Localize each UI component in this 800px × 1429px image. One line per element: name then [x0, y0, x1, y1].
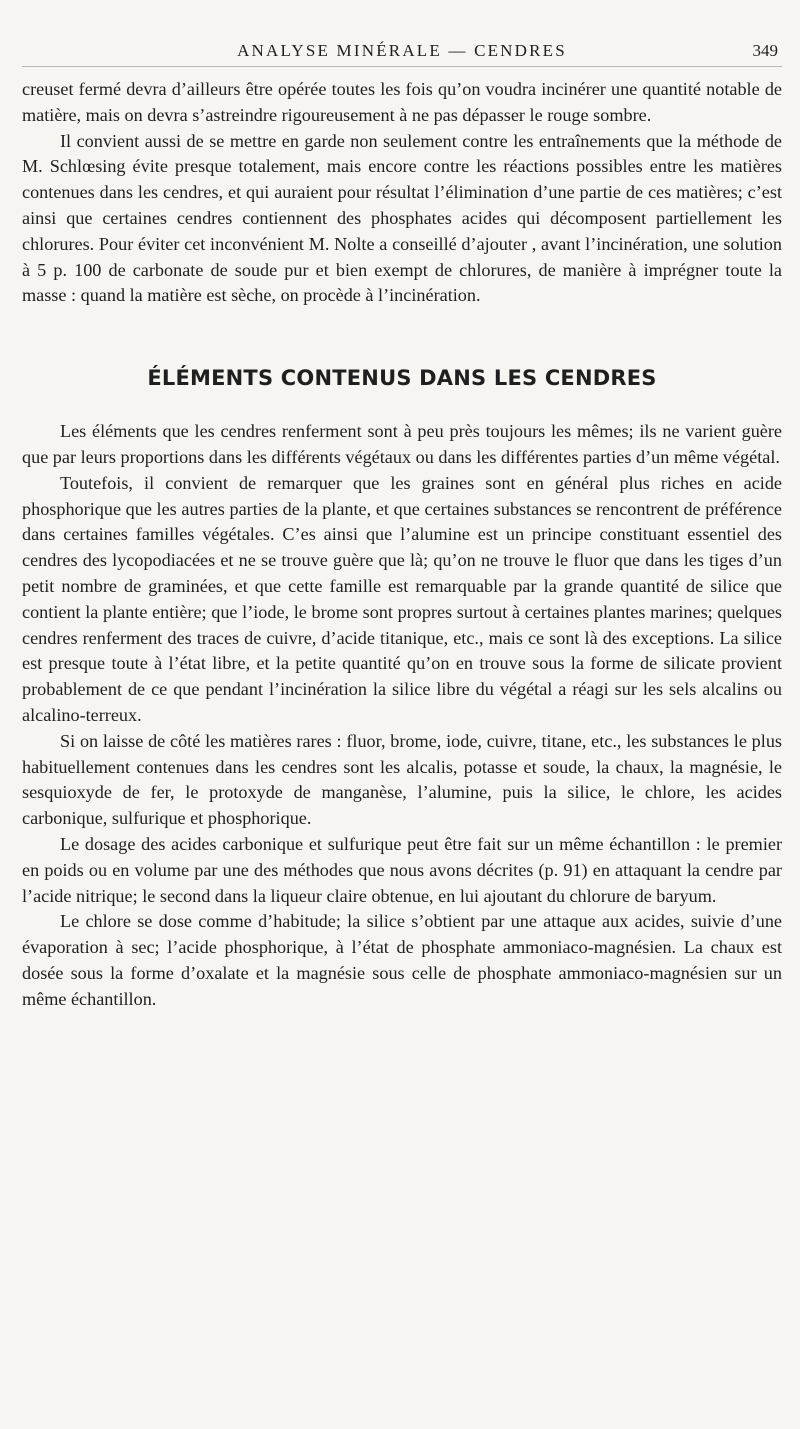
paragraph-matieres-rares: Si on laisse de côté les matières rares : fluor, brome, iode, cuivre, titane, etc., les substances le plus habituellement contenues dans les cendres sont les alcalis, potasse et soude, la chaux, la magnésie, le sesquioxyde de fer, le protoxyde de manganèse, l’alumine, puis la silice, le chlore, les acides carbonique, sulfurique et phosphorique.	[22, 730, 782, 829]
running-head	[22, 40, 782, 67]
paragraph-continuation: creuset fermé devra d’ailleurs être opérée toutes les fois qu’on voudra incinérer une quantité notable de matière, mais on devra s’astreindre rigoureusement à ne pas dépasser le rouge sombre.	[22, 79, 782, 125]
paragraph-toutefois: Toutefois, il convient de remarquer que les graines sont en général plus riches en acide phosphorique que les autres parties de la plante, et que certaines substances se rencontrent de préférence dans certaines familles végétales. C’es ainsi que l’alumine est un principe constituant essentiel des cendres des lycopodiacées et ne se trouve guère que là; qu’on ne trouve le fluor que dans les tiges d’un petit nombre de graminées, et que cette famille est remarquable par la grande quantité de silice que contient la plante entière; que l’iode, le brome sont propres surtout à certaines plantes marines; quelques cendres renferment des traces de cuivre, d’acide titanique, etc., mais ce sont là des exceptions. La silice est presque toute à l’état libre, et la petite quantité qu’on en trouve sous la forme de silicate provient probablement de ce que pendant l’incinération la silice libre du végétal a réagi sur les sels alcalins ou alcalino-terreux.	[22, 472, 782, 725]
paragraph-elements: Les éléments que les cendres renferment sont à peu près toujours les mêmes; ils ne varient guère que par leurs proportions dans les différents végétaux ou dans les différentes parties d’un même végétal.	[22, 421, 782, 467]
section-heading: ÉLÉMENTS CONTENUS DANS LES CENDRES	[147, 366, 657, 391]
running-title: ANALYSE MINÉRALE — CENDRES	[237, 41, 567, 60]
paragraph-dosage-acides: Le dosage des acides carbonique et sulfurique peut être fait sur un même échantillon : le premier en poids ou en volume par une des méthodes que nous avons décrites (p. 91) en attaquant la cendre par l’acide nitrique; le second dans la liqueur claire obtenue, en lui ajoutant du chlorure de baryum.	[22, 833, 782, 906]
paragraph-chlore: Le chlore se dose comme d’habitude; la silice s’obtient par une attaque aux acides, suivie d’une évaporation à sec; l’acide phosphorique, à l’état de phosphate ammoniaco-magnésien. La chaux est dosée sous la forme d’oxalate et la magnésie sous celle de phosphate ammoniaco-magnésien sur un même échantillon.	[22, 911, 782, 1009]
paragraph-entrainements: Il convient aussi de se mettre en garde non seulement contre les entraînements que la méthode de M. Schlœsing évite presque totalement, mais encore contre les réactions possibles entre les matières contenues dans les cendres, et qui auraient pour résultat l’élimination d’une partie de ces matières; c’est ainsi que certaines cendres contiennent des phosphates acides qui décomposent partiellement les chlorures. Pour éviter cet inconvénient M. Nolte a conseillé d’ajouter , avant l’incinération, une solution à 5 p. 100 de carbonate de soude pur et bien exempt de chlorures, de manière à imprégner toute la masse : quand la matière est sèche, on procède à l’incinération.	[22, 130, 782, 306]
page-number: 349	[752, 41, 778, 60]
